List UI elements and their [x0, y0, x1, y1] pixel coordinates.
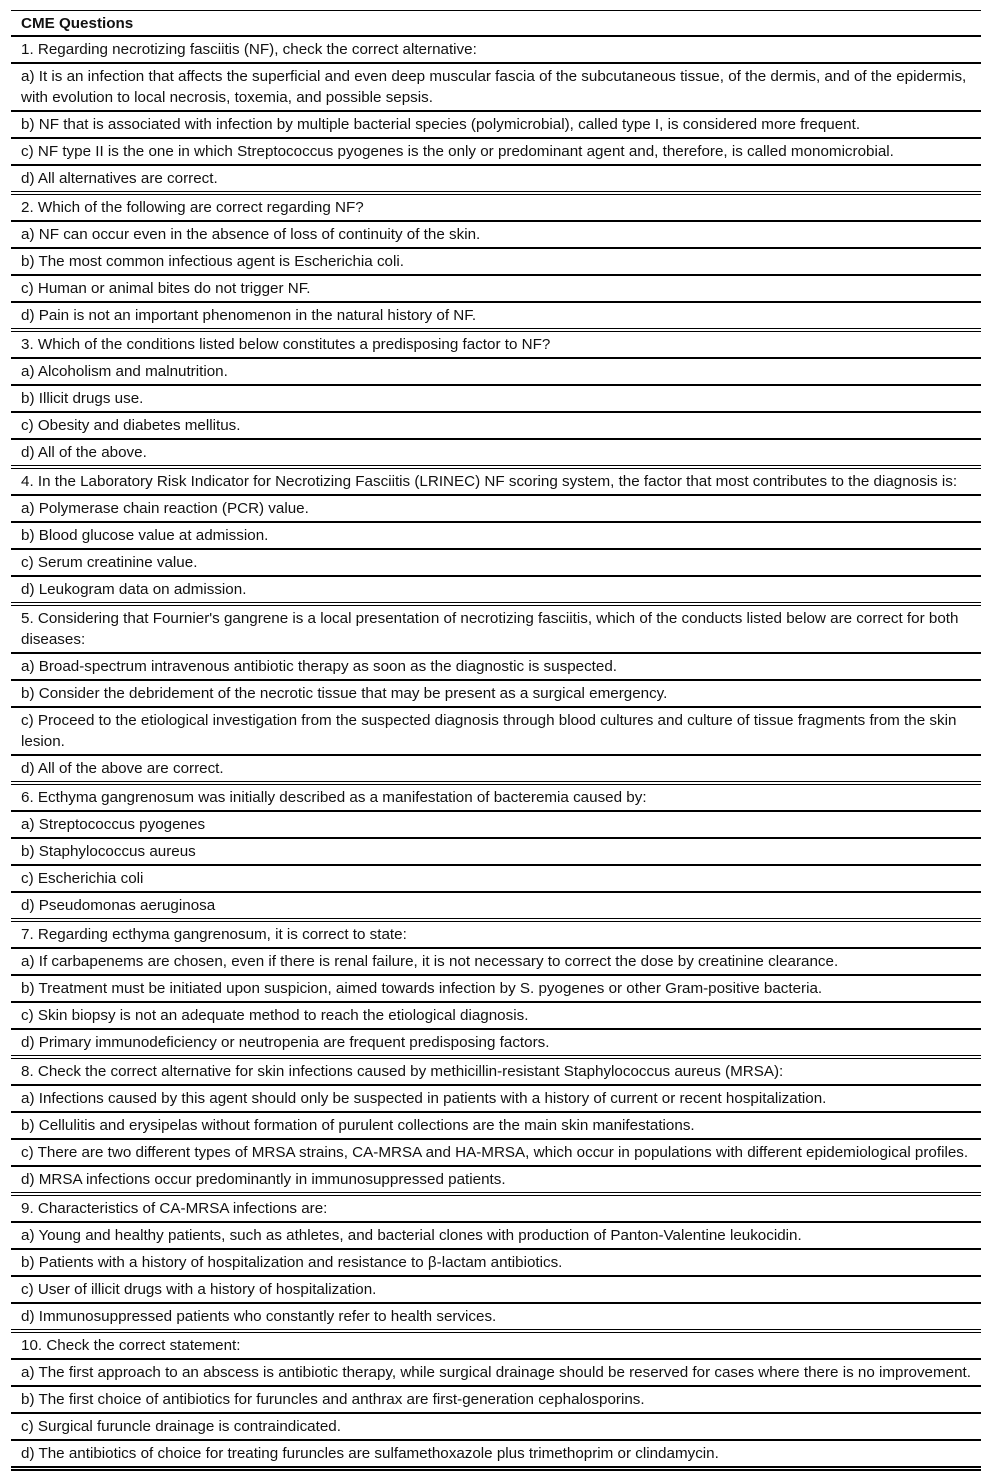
- question-text: 9. Characteristics of CA-MRSA infections are:: [11, 1196, 981, 1223]
- question-list: [11, 37, 981, 1471]
- question-block-1: [11, 37, 981, 195]
- question-text: 4. In the Laboratory Risk Indicator for Necrotizing Fasciitis (LRINEC) NF scoring system, the factor that most contributes to the diagnosis is:: [11, 469, 981, 496]
- answer-option: b) Consider the debridement of the necrotic tissue that may be present as a surgical emergency.: [11, 681, 981, 708]
- answer-option: c) NF type II is the one in which Streptococcus pyogenes is the only or predominant agent and, therefore, is called monomicrobial.: [11, 139, 981, 166]
- answer-option: c) Serum creatinine value.: [11, 550, 981, 577]
- answer-option: b) Staphylococcus aureus: [11, 839, 981, 866]
- question-block-5: [11, 606, 981, 785]
- question-text: 1. Regarding necrotizing fasciitis (NF), check the correct alternative:: [11, 37, 981, 64]
- answer-option: c) There are two different types of MRSA strains, CA-MRSA and HA-MRSA, which occur in populations with different epidemiological profiles.: [11, 1140, 981, 1167]
- answer-option: a) Alcoholism and malnutrition.: [11, 359, 981, 386]
- answer-option: a) The first approach to an abscess is antibiotic therapy, while surgical drainage should be reserved for cases where there is no improvement.: [11, 1360, 981, 1387]
- answer-option: c) Proceed to the etiological investigation from the suspected diagnosis through blood cultures and culture of tissue fragments from the skin lesion.: [11, 708, 981, 756]
- answer-option: b) Illicit drugs use.: [11, 386, 981, 413]
- answer-option: b) Patients with a history of hospitalization and resistance to β-lactam antibiotics.: [11, 1250, 981, 1277]
- question-block-9: [11, 1196, 981, 1333]
- question-text: 3. Which of the conditions listed below constitutes a predisposing factor to NF?: [11, 332, 981, 359]
- question-text: 2. Which of the following are correct regarding NF?: [11, 195, 981, 222]
- answer-option: c) Obesity and diabetes mellitus.: [11, 413, 981, 440]
- answer-option: d) Pain is not an important phenomenon in the natural history of NF.: [21, 307, 477, 324]
- answer-option: a) NF can occur even in the absence of loss of continuity of the skin.: [11, 222, 981, 249]
- answer-option: d) All alternatives are correct.: [21, 170, 218, 187]
- question-block-8: [11, 1059, 981, 1196]
- question-text: 8. Check the correct alternative for skin infections caused by methicillin-resistant Staphylococcus aureus (MRSA):: [11, 1059, 981, 1086]
- answer-option: b) The most common infectious agent is Escherichia coli.: [11, 249, 981, 276]
- question-block-10: [11, 1333, 981, 1471]
- table-title: CME Questions: [11, 10, 981, 37]
- answer-option: a) Broad-spectrum intravenous antibiotic therapy as soon as the diagnostic is suspected.: [11, 654, 981, 681]
- question-block-7: [11, 922, 981, 1059]
- answer-option: b) The first choice of antibiotics for furuncles and anthrax are first-generation cephalosporins.: [11, 1387, 981, 1414]
- answer-option: c) Surgical furuncle drainage is contraindicated.: [11, 1414, 981, 1441]
- answer-option: b) Blood glucose value at admission.: [11, 523, 981, 550]
- answer-option: a) Polymerase chain reaction (PCR) value.: [11, 496, 981, 523]
- answer-option: d) The antibiotics of choice for treating furuncles are sulfamethoxazole plus trimethoprim or clindamycin.: [21, 1445, 719, 1462]
- answer-option: c) Escherichia coli: [11, 866, 981, 893]
- question-text: 6. Ecthyma gangrenosum was initially described as a manifestation of bacteremia caused by:: [11, 785, 981, 812]
- question-block-6: [11, 785, 981, 922]
- answer-option: c) Human or animal bites do not trigger NF.: [11, 276, 981, 303]
- answer-option: a) If carbapenems are chosen, even if there is renal failure, it is not necessary to correct the dose by creatinine clearance.: [11, 949, 981, 976]
- answer-option: c) User of illicit drugs with a history of hospitalization.: [11, 1277, 981, 1304]
- cme-questions-table: [11, 10, 981, 1471]
- answer-option: a) Infections caused by this agent should only be suspected in patients with a history of current or recent hospitalization.: [11, 1086, 981, 1113]
- answer-option: d) MRSA infections occur predominantly in immunosuppressed patients.: [21, 1171, 506, 1188]
- answer-option: b) NF that is associated with infection by multiple bacterial species (polymicrobial), called type I, is considered more frequent.: [11, 112, 981, 139]
- question-text: 5. Considering that Fournier's gangrene is a local presentation of necrotizing fasciitis, which of the conducts listed below are correct for both diseases:: [11, 606, 981, 654]
- question-text: 7. Regarding ecthyma gangrenosum, it is correct to state:: [11, 922, 981, 949]
- answer-option: d) Primary immunodeficiency or neutropenia are frequent predisposing factors.: [21, 1034, 550, 1051]
- question-block-4: [11, 469, 981, 606]
- question-block-3: [11, 332, 981, 469]
- answer-option: a) Young and healthy patients, such as athletes, and bacterial clones with production of Panton-Valentine leukocidin.: [11, 1223, 981, 1250]
- answer-option: d) Immunosuppressed patients who constantly refer to health services.: [21, 1308, 497, 1325]
- answer-option: b) Cellulitis and erysipelas without formation of purulent collections are the main skin manifestations.: [11, 1113, 981, 1140]
- answer-option: d) All of the above.: [21, 444, 147, 461]
- answer-option: c) Skin biopsy is not an adequate method to reach the etiological diagnosis.: [11, 1003, 981, 1030]
- answer-option: a) Streptococcus pyogenes: [11, 812, 981, 839]
- answer-option: b) Treatment must be initiated upon suspicion, aimed towards infection by S. pyogenes or other Gram-positive bacteria.: [11, 976, 981, 1003]
- question-text: 10. Check the correct statement:: [11, 1333, 981, 1360]
- answer-option: d) Leukogram data on admission.: [21, 581, 247, 598]
- answer-option: d) Pseudomonas aeruginosa: [21, 897, 216, 914]
- question-block-2: [11, 195, 981, 332]
- answer-option: d) All of the above are correct.: [21, 760, 224, 777]
- answer-option: a) It is an infection that affects the superficial and even deep muscular fascia of the subcutaneous tissue, of the dermis, and of the epidermis, with evolution to local necrosis, toxemia, and possible sepsis.: [11, 64, 981, 112]
